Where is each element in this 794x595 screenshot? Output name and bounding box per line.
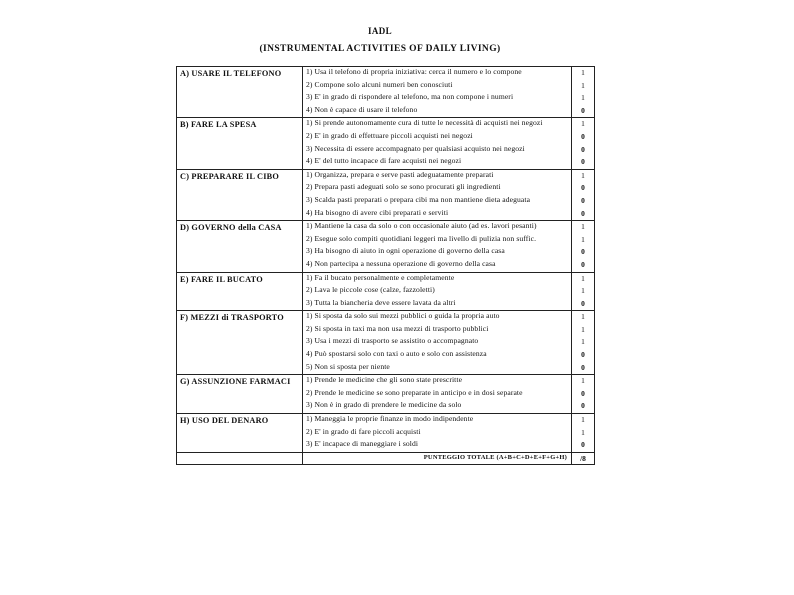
category-label: D) GOVERNO della CASA xyxy=(177,221,303,272)
score-value: 0 xyxy=(581,401,585,411)
option-text: 2) Esegue solo compiti quotidiani leggeri ma livello di pulizia non suffic. xyxy=(306,233,537,243)
options-cell xyxy=(303,414,572,453)
option-text: 2) Prende le medicine se sono preparate in anticipo e in dosi separate xyxy=(306,387,523,397)
score-value: 1 xyxy=(581,93,585,103)
score-value: 0 xyxy=(581,350,585,360)
category-label: E) FARE IL BUCATO xyxy=(177,272,303,311)
option-text: 2) Lava le piccole cose (calze, fazzoletti) xyxy=(306,285,435,295)
option-text: 3) E' in grado di rispondere al telefono, ma non compone i numeri xyxy=(306,92,514,102)
option-text: 3) Scalda pasti preparati o prepara cibi ma non mantiene dieta adeguata xyxy=(306,194,531,204)
score-value: 1 xyxy=(581,324,585,334)
score-value: 0 xyxy=(581,157,585,167)
score-value: 0 xyxy=(581,131,585,141)
category-row xyxy=(177,221,595,272)
option-text: 4) Può spostarsi solo con taxi o auto e solo con assistenza xyxy=(306,349,487,359)
options-cell xyxy=(303,311,572,375)
option-text: 3) Ha bisogno di aiuto in ogni operazione di governo della casa xyxy=(306,246,505,256)
score-value: 1 xyxy=(581,222,585,232)
option-text: 1) Mantiene la casa da solo o con occasionale aiuto (ad es. lavori pesanti) xyxy=(306,221,537,231)
options-cell xyxy=(303,67,572,118)
category-row xyxy=(177,118,595,169)
scores-cell xyxy=(572,118,595,169)
option-text: 4) Ha bisogno di avere cibi preparati e serviti xyxy=(306,207,449,217)
category-label: A) USARE IL TELEFONO xyxy=(177,67,303,118)
score-value: 0 xyxy=(581,388,585,398)
category-row xyxy=(177,414,595,453)
score-value: 1 xyxy=(581,312,585,322)
score-value: 1 xyxy=(581,415,585,425)
total-spacer xyxy=(177,452,303,464)
score-value: 0 xyxy=(581,247,585,257)
option-text: 1) Fa il bucato personalmente e completamente xyxy=(306,272,455,282)
score-value: 0 xyxy=(581,440,585,450)
category-label: C) PREPARARE IL CIBO xyxy=(177,169,303,220)
option-text: 1) Usa il telefono di propria iniziativa: cerca il numero e lo compone xyxy=(306,67,522,76)
scores-cell xyxy=(572,272,595,311)
total-label: PUNTEGGIO TOTALE (A+B+C+D+E+F+G+H) xyxy=(303,452,572,464)
category-label: G) ASSUNZIONE FARMACI xyxy=(177,375,303,414)
option-text: 3) E' incapace di maneggiare i soldi xyxy=(306,439,419,449)
total-score-field[interactable]: /8 xyxy=(572,452,595,464)
score-value: 0 xyxy=(581,298,585,308)
score-value: 0 xyxy=(581,195,585,205)
options-cell xyxy=(303,272,572,311)
option-text: 4) Non partecipa a nessuna operazione di governo della casa xyxy=(306,258,496,268)
category-row xyxy=(177,272,595,311)
score-value: 1 xyxy=(581,376,585,386)
scores-cell xyxy=(572,221,595,272)
score-value: 1 xyxy=(581,68,585,77)
options-cell xyxy=(303,118,572,169)
option-text: 3) Necessita di essere accompagnato per qualsiasi acquisto nei negozi xyxy=(306,143,525,153)
option-text: 4) E' del tutto incapace di fare acquisti nei negozi xyxy=(306,156,462,166)
score-value: 0 xyxy=(581,208,585,218)
iadl-table xyxy=(176,66,595,465)
document-title: IADL xyxy=(367,26,393,36)
score-value: 1 xyxy=(581,234,585,244)
option-text: 1) Prende le medicine che gli sono state prescritte xyxy=(306,375,463,385)
option-text: 3) Non è in grado di prendere le medicine da solo xyxy=(306,400,462,410)
option-text: 3) Usa i mezzi di trasporto se assistito o accompagnato xyxy=(306,336,479,346)
scores-cell xyxy=(572,414,595,453)
category-row xyxy=(177,375,595,414)
score-value: 0 xyxy=(581,183,585,193)
option-text: 1) Si sposta da solo sui mezzi pubblici o guida la propria auto xyxy=(306,311,500,321)
option-text: 2) E' in grado di fare piccoli acquisti xyxy=(306,426,421,436)
option-text: 2) Compone solo alcuni numeri ben conosciuti xyxy=(306,79,453,89)
category-label: H) USO DEL DENARO xyxy=(177,414,303,453)
scores-cell xyxy=(572,311,595,375)
score-value: 1 xyxy=(581,273,585,283)
score-value: 0 xyxy=(581,144,585,154)
options-cell xyxy=(303,221,572,272)
category-row xyxy=(177,169,595,220)
category-row xyxy=(177,67,595,118)
option-text: 5) Non si sposta per niente xyxy=(306,361,390,371)
score-value: 1 xyxy=(581,427,585,437)
score-value: 0 xyxy=(581,259,585,269)
score-value: 0 xyxy=(581,362,585,372)
option-text: 4) Non è capace di usare il telefono xyxy=(306,104,418,114)
total-row xyxy=(177,452,595,464)
category-label: B) FARE LA SPESA xyxy=(177,118,303,169)
option-text: 2) Prepara pasti adeguati solo se sono procurati gli ingredienti xyxy=(306,182,501,192)
iadl-table-body xyxy=(177,67,595,465)
score-value: 1 xyxy=(581,170,585,180)
scores-cell xyxy=(572,67,595,118)
category-label: F) MEZZI di TRASPORTO xyxy=(177,311,303,375)
scores-cell xyxy=(572,169,595,220)
options-cell xyxy=(303,375,572,414)
score-value: 1 xyxy=(581,286,585,296)
options-cell xyxy=(303,169,572,220)
option-text: 1) Maneggia le proprie finanze in modo indipendente xyxy=(306,414,474,424)
score-value: 1 xyxy=(581,80,585,90)
score-value: 1 xyxy=(581,337,585,347)
document-subtitle: (INSTRUMENTAL ACTIVITIES OF DAILY LIVING) xyxy=(259,44,501,54)
option-text: 2) E' in grado di effettuare piccoli acquisti nei negozi xyxy=(306,130,473,140)
score-value: 0 xyxy=(581,105,585,115)
option-text: 3) Tutta la biancheria deve essere lavata da altri xyxy=(306,297,456,307)
option-text: 1) Si prende autonomamente cura di tutte le necessità di acquisti nei negozi xyxy=(306,118,543,128)
score-value: 1 xyxy=(581,119,585,129)
scores-cell xyxy=(572,375,595,414)
option-text: 1) Organizza, prepara e serve pasti adeguatamente preparati xyxy=(306,169,494,179)
option-text: 2) Si sposta in taxi ma non usa mezzi di trasporto pubblici xyxy=(306,323,489,333)
category-row xyxy=(177,311,595,375)
